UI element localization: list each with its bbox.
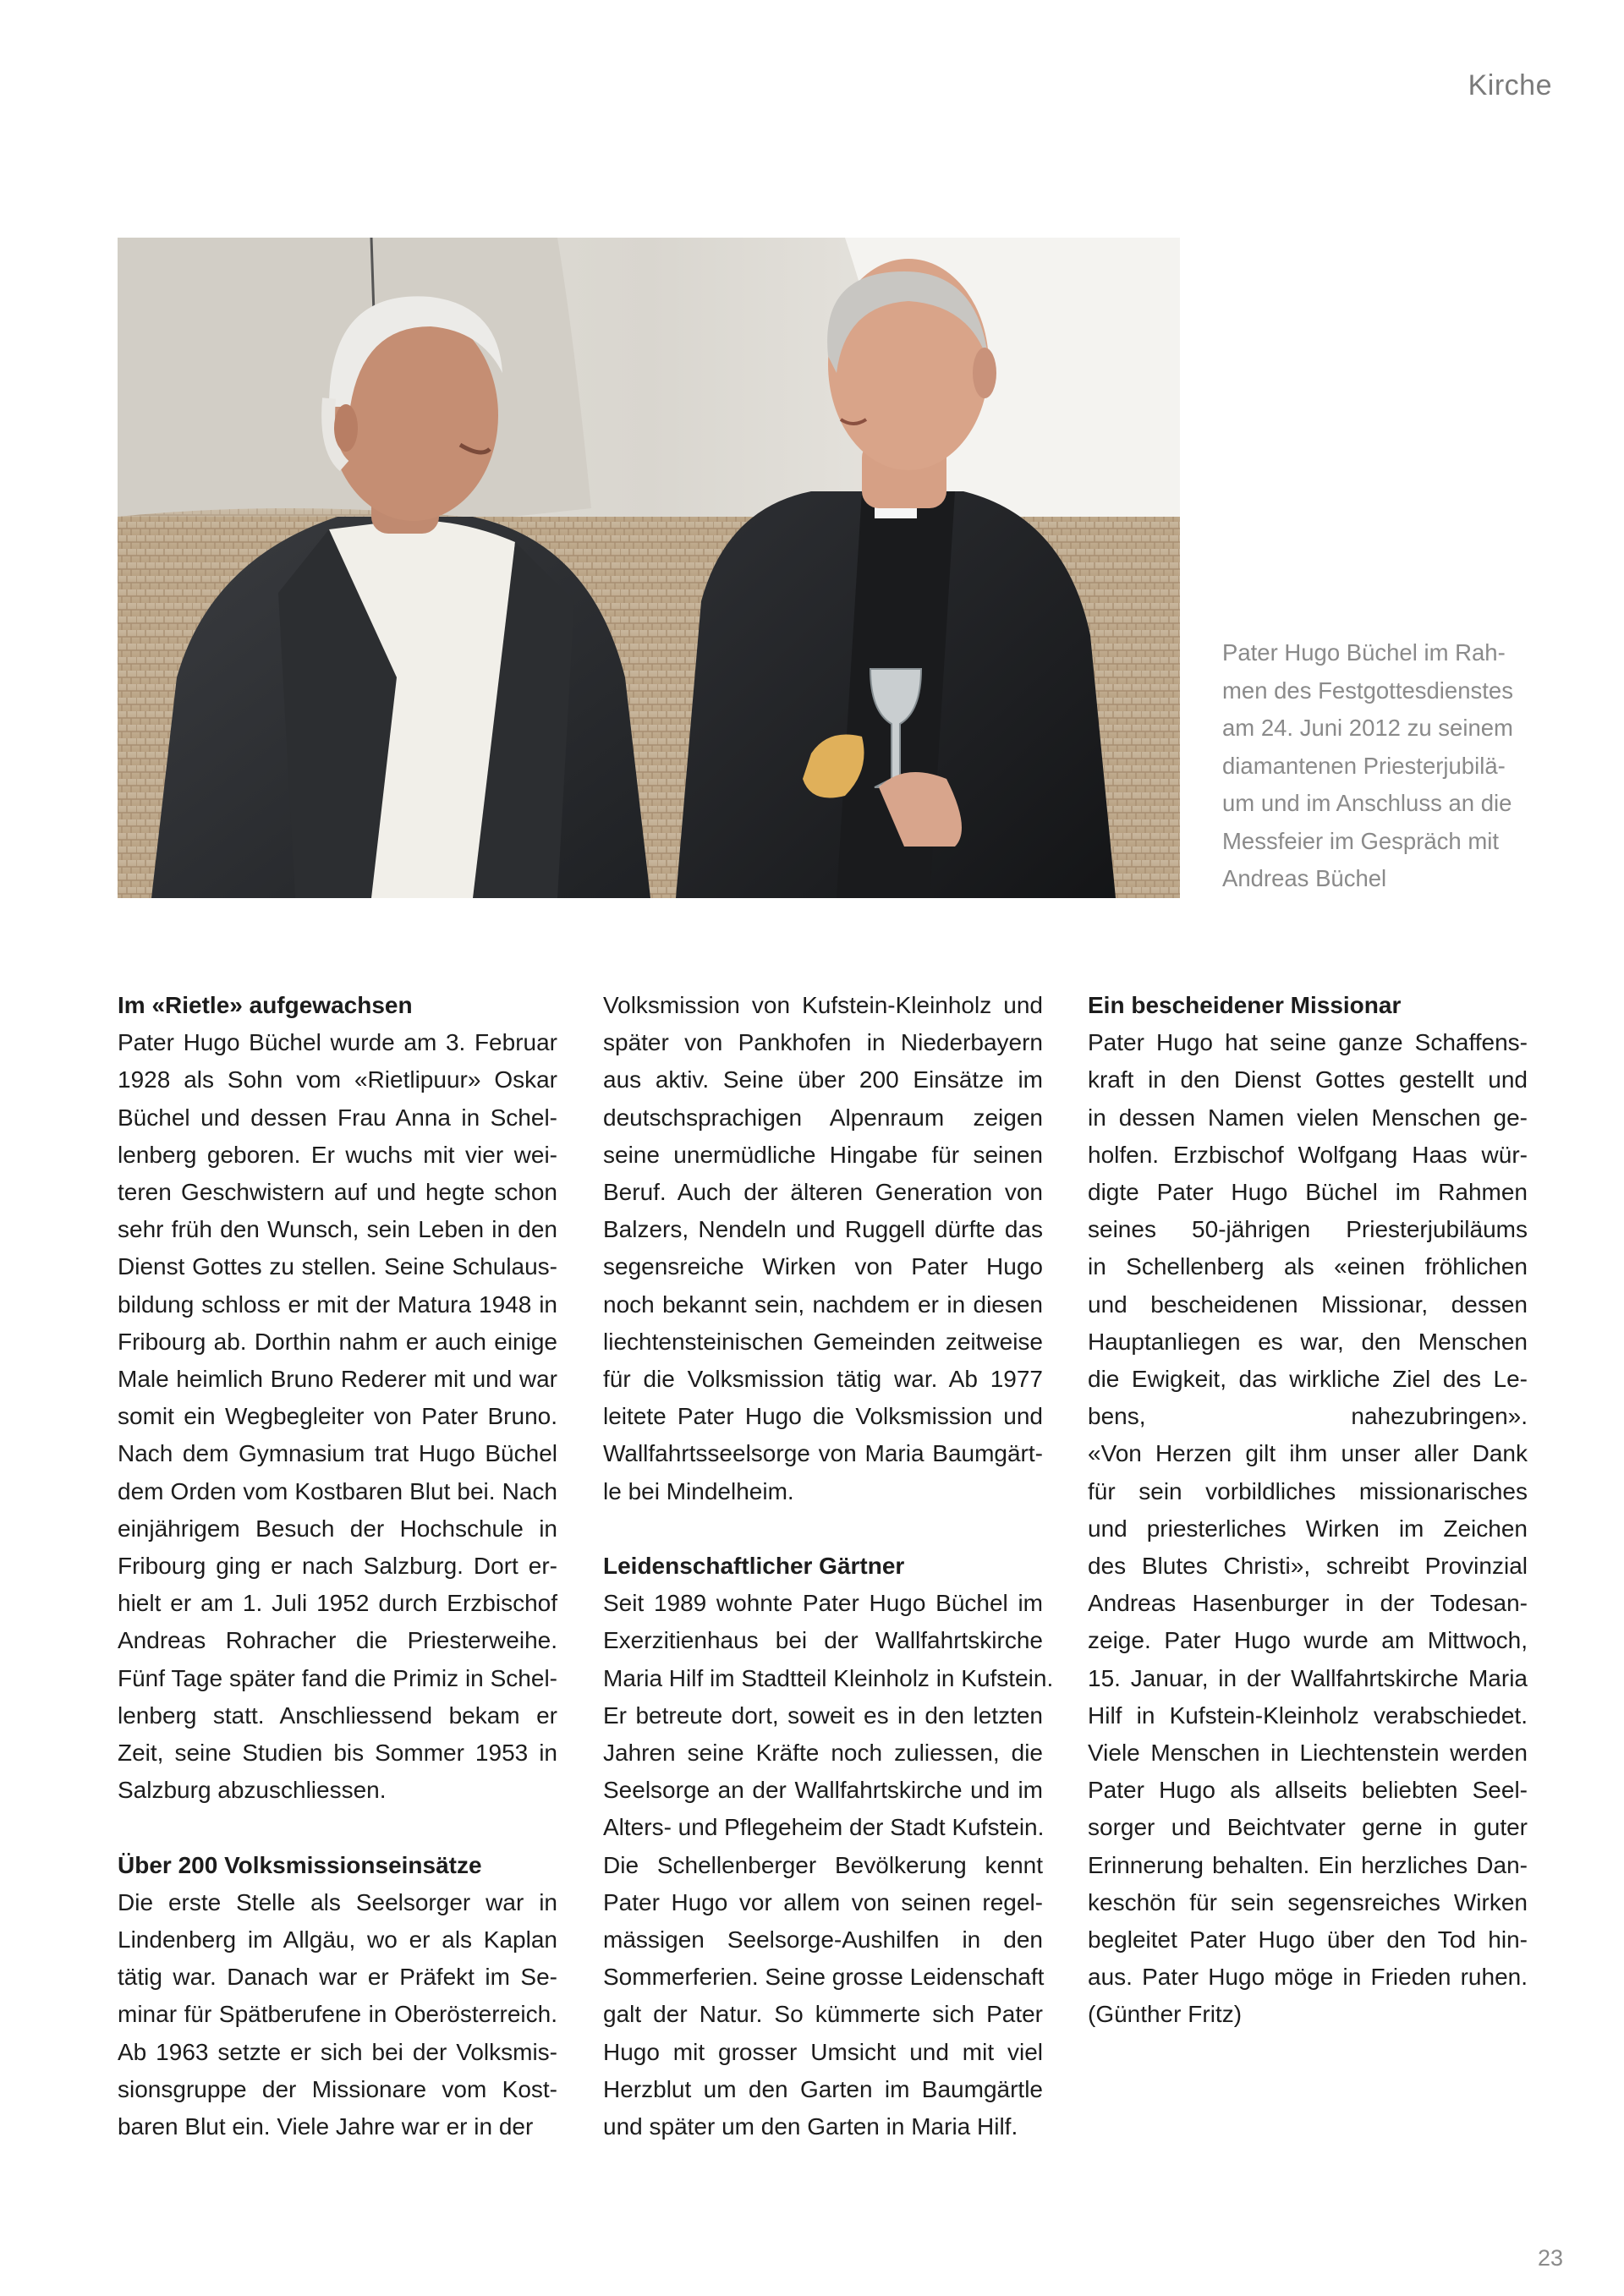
text-line: begleitet Pater Hugo über den Tod hin- bbox=[1088, 1926, 1528, 1954]
text-line: seines 50-jährigen Priesterjubiläums bbox=[1088, 1216, 1528, 1243]
text-line: Fünf Tage später fand die Primiz in Schel- bbox=[118, 1664, 557, 1691]
text-line: holfen. Erzbischof Wolfgang Haas wür- bbox=[1088, 1141, 1528, 1168]
section-heading: Im «Rietle» aufgewachsen bbox=[118, 992, 413, 1018]
text-line: galt der Natur. So kümmerte sich Pater bbox=[603, 2001, 1043, 2028]
text-line: 15. Januar, in der Wallfahrtskirche Maria bbox=[1088, 1664, 1528, 1691]
text-line: sehr früh den Wunsch, sein Leben in den bbox=[118, 1216, 557, 1243]
text-line: Maria Hilf im Stadtteil Kleinholz in Kufstein. bbox=[603, 1664, 1054, 1691]
section-label: Kirche bbox=[1468, 69, 1552, 101]
text-line: Dienst Gottes zu stellen. Seine Schulaus- bbox=[118, 1253, 557, 1280]
caption-line: um und im Anschluss an die bbox=[1222, 790, 1512, 816]
text-line: deutschsprachigen Alpenraum zeigen bbox=[603, 1104, 1043, 1131]
text-line: Herzblut um den Garten im Baumgärtle bbox=[603, 2075, 1043, 2102]
caption-line: am 24. Juni 2012 zu seinem bbox=[1222, 715, 1513, 741]
text-line: Erinnerung behalten. Ein herzliches Dan- bbox=[1088, 1851, 1528, 1878]
text-line: Exerzitienhaus bei der Wallfahrtskirche bbox=[603, 1627, 1043, 1654]
text-line: später von Pankhofen in Niederbayern bbox=[603, 1029, 1043, 1056]
text-line: Pater Hugo vor allem von seinen regel- bbox=[603, 1888, 1043, 1915]
paragraph bbox=[603, 987, 1043, 1510]
page-number: 23 bbox=[1537, 2245, 1563, 2271]
text-line: «Von Herzen gilt ihm unser aller Dank bbox=[1088, 1440, 1528, 1467]
text-line: die Ewigkeit, das wirkliche Ziel des Le- bbox=[1088, 1366, 1528, 1393]
text-line: Nach dem Gymnasium trat Hugo Büchel bbox=[118, 1440, 557, 1467]
text-line: Wallfahrtsseelsorge von Maria Baumgärt- bbox=[603, 1440, 1043, 1467]
text-line: lenberg geboren. Er wuchs mit vier wei- bbox=[118, 1141, 557, 1168]
text-line: kraft in den Dienst Gottes gestellt und bbox=[1088, 1066, 1528, 1093]
article-column-3 bbox=[1088, 987, 1528, 2034]
text-line: zeige. Pater Hugo wurde am Mittwoch, bbox=[1088, 1627, 1528, 1654]
text-line: Beruf. Auch der älteren Generation von bbox=[603, 1179, 1043, 1206]
text-line: Hilf in Kufstein-Kleinholz verabschiedet. bbox=[1088, 1701, 1528, 1729]
text-line: Pater Hugo als allseits beliebten Seel- bbox=[1088, 1777, 1528, 1804]
text-line: Salzburg abzuschliessen. bbox=[118, 1777, 387, 1804]
text-line: Andreas Hasenburger in der Todesan- bbox=[1088, 1590, 1528, 1617]
section-heading: Ein bescheidener Missionar bbox=[1088, 992, 1402, 1018]
text-line: Jahren seine Kräfte noch zuliessen, die bbox=[603, 1740, 1043, 1767]
paragraph bbox=[1088, 1024, 1528, 2033]
text-line: Alters- und Pflegeheim der Stadt Kufstein. bbox=[603, 1814, 1045, 1841]
caption-line: Andreas Büchel bbox=[1222, 865, 1387, 891]
text-line: liechtensteinischen Gemeinden zeitweise bbox=[603, 1328, 1043, 1355]
text-line: für die Volksmission tätig war. Ab 1977 bbox=[603, 1366, 1043, 1393]
text-line: und priesterliches Wirken im Zeichen bbox=[1088, 1515, 1528, 1542]
text-line: keschön für sein segensreiches Wirken bbox=[1088, 1888, 1528, 1915]
text-line: in Schellenberg als «einen fröhlichen bbox=[1088, 1253, 1528, 1280]
paragraph bbox=[118, 1024, 557, 1809]
text-line: aus. Pater Hugo möge in Frieden ruhen. bbox=[1088, 1964, 1528, 1991]
text-line: bens, nahezubringen». bbox=[1088, 1403, 1528, 1430]
text-line: digte Pater Hugo Büchel im Rahmen bbox=[1088, 1179, 1528, 1206]
text-line: Er betreute dort, soweit es in den letzten bbox=[603, 1701, 1043, 1729]
article-column-2 bbox=[603, 987, 1054, 2145]
text-line: leitete Pater Hugo die Volksmission und bbox=[603, 1403, 1043, 1430]
text-line: Volksmission von Kufstein-Kleinholz und bbox=[603, 992, 1043, 1018]
text-line: sionsgruppe der Missionare vom Kost- bbox=[118, 2075, 557, 2102]
article-photo bbox=[118, 238, 1180, 898]
caption-line: diamantenen Priesterjubilä- bbox=[1222, 752, 1506, 779]
text-line: und später um den Garten in Maria Hilf. bbox=[603, 2113, 1018, 2140]
text-line: in dessen Namen vielen Menschen ge- bbox=[1088, 1104, 1528, 1131]
photo-illustration bbox=[118, 238, 1180, 898]
text-line: Fribourg ab. Dorthin nahm er auch einige bbox=[118, 1328, 557, 1355]
text-line: aus aktiv. Seine über 200 Einsätze im bbox=[603, 1066, 1043, 1093]
text-line: segensreiche Wirken von Pater Hugo bbox=[603, 1253, 1043, 1280]
article-column-1 bbox=[118, 987, 557, 2145]
text-line: somit ein Wegbegleiter von Pater Bruno. bbox=[118, 1403, 557, 1430]
caption-line: Pater Hugo Büchel im Rah- bbox=[1222, 639, 1506, 666]
text-line: 1928 als Sohn vom «Rietlipuur» Oskar bbox=[118, 1066, 557, 1093]
text-line: Hugo mit grosser Umsicht und mit viel bbox=[603, 2038, 1043, 2065]
text-line: Balzers, Nendeln und Ruggell dürfte das bbox=[603, 1216, 1043, 1243]
text-line: des Blutes Christi», schreibt Provinzial bbox=[1088, 1553, 1528, 1580]
text-line: noch bekannt sein, nachdem er in diesen bbox=[603, 1290, 1043, 1318]
text-line: lenberg statt. Anschliessend bekam er bbox=[118, 1701, 557, 1729]
text-line: für sein vorbildliches missionarisches bbox=[1088, 1477, 1528, 1504]
photo-caption bbox=[1222, 634, 1539, 898]
text-line: Die erste Stelle als Seelsorger war in bbox=[118, 1888, 557, 1915]
caption-line: Messfeier im Gespräch mit bbox=[1222, 827, 1500, 854]
text-line: tätig war. Danach war er Präfekt im Se- bbox=[118, 1964, 557, 1991]
text-line: Büchel und dessen Frau Anna in Schel- bbox=[118, 1104, 557, 1131]
text-line: Hauptanliegen es war, den Menschen bbox=[1088, 1328, 1528, 1355]
paragraph bbox=[603, 1585, 1054, 2145]
text-line: Ab 1963 setzte er sich bei der Volksmis- bbox=[118, 2038, 557, 2065]
text-line: hielt er am 1. Juli 1952 durch Erzbischof bbox=[118, 1590, 557, 1617]
text-line: einjährigem Besuch der Hochschule in bbox=[118, 1515, 557, 1542]
caption-line: men des Festgottesdienstes bbox=[1222, 677, 1513, 704]
text-line: teren Geschwistern auf und hegte schon bbox=[118, 1179, 557, 1206]
section-heading: Über 200 Volksmissionseinsätze bbox=[118, 1851, 482, 1878]
text-line: minar für Spätberufene in Oberösterreich. bbox=[118, 2001, 557, 2028]
section-heading: Leidenschaftlicher Gärtner bbox=[603, 1553, 905, 1580]
text-line: baren Blut ein. Viele Jahre war er in der bbox=[118, 2113, 534, 2140]
text-line: Male heimlich Bruno Rederer mit und war bbox=[118, 1366, 557, 1393]
text-line: Zeit, seine Studien bis Sommer 1953 in bbox=[118, 1740, 557, 1767]
text-line: bildung schloss er mit der Matura 1948 in bbox=[118, 1290, 557, 1318]
text-line: seine unermüdliche Hingabe für seinen bbox=[603, 1141, 1043, 1168]
text-line: Die Schellenberger Bevölkerung kennt bbox=[603, 1851, 1043, 1878]
text-line: mässigen Seelsorge-Aushilfen in den bbox=[603, 1926, 1043, 1954]
text-line: Pater Hugo Büchel wurde am 3. Februar bbox=[118, 1029, 557, 1056]
text-line: Sommerferien. Seine grosse Leidenschaft bbox=[603, 1964, 1045, 1991]
text-line: dem Orden vom Kostbaren Blut bei. Nach bbox=[118, 1477, 557, 1504]
text-line: sorger und Beichtvater gerne in guter bbox=[1088, 1814, 1528, 1841]
text-line: Pater Hugo hat seine ganze Schaffens- bbox=[1088, 1029, 1528, 1056]
text-line: Andreas Rohracher die Priesterweihe. bbox=[118, 1627, 557, 1654]
text-line: Seit 1989 wohnte Pater Hugo Büchel im bbox=[603, 1590, 1043, 1617]
text-line: le bei Mindelheim. bbox=[603, 1477, 794, 1504]
text-line: Viele Menschen in Liechtenstein werden bbox=[1088, 1740, 1528, 1767]
text-line: und bescheidenen Missionar, dessen bbox=[1088, 1290, 1528, 1318]
text-line: Seelsorge an der Wallfahrtskirche und im bbox=[603, 1777, 1043, 1804]
text-line: (Günther Fritz) bbox=[1088, 2001, 1243, 2028]
paragraph bbox=[118, 1884, 557, 2145]
text-line: Fribourg ging er nach Salzburg. Dort er- bbox=[118, 1553, 557, 1580]
text-line: Lindenberg im Allgäu, wo er als Kaplan bbox=[118, 1926, 557, 1954]
